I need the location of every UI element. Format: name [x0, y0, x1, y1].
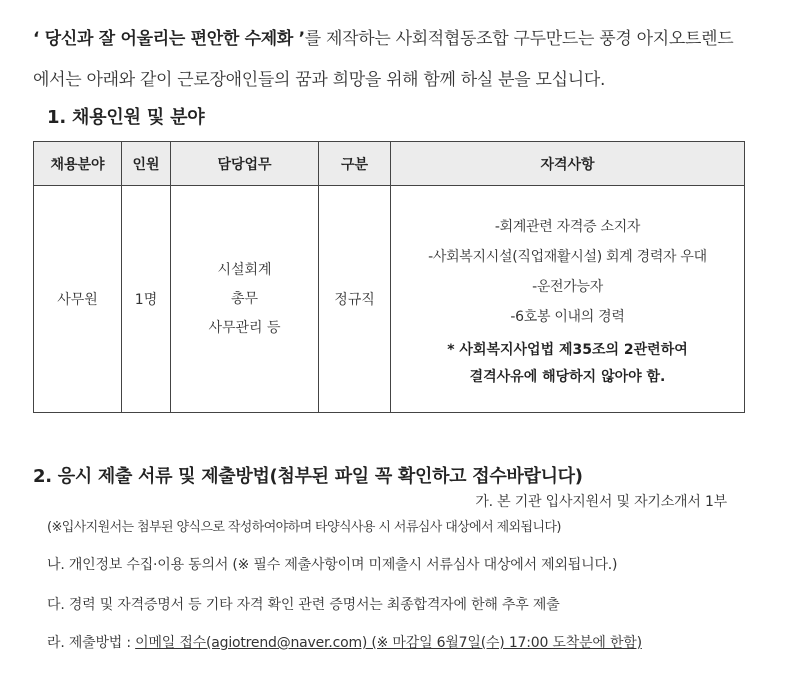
duty-item: 사무관리 등 [208, 320, 281, 336]
item-d [47, 632, 642, 652]
item-c: 다. 경력 및 자격증명서 등 기타 자격 확인 관련 증명서는 최종합격자에 한해 추후 제출 [47, 597, 560, 613]
table-row [34, 186, 745, 413]
header-count: 인원 [122, 142, 171, 186]
intro-line-2: 에서는 아래와 같이 근로장애인들의 꿈과 희망을 위해 함께 하실 분을 모십니다. [33, 70, 606, 90]
qualification-item: -사회복지시설(직업재활시설) 회계 경력자 우대 [428, 249, 707, 265]
qualification-note-line: * 사회복지사업법 제35조의 2관련하여 [447, 342, 688, 358]
qualification-item: -6호봉 이내의 경력 [510, 309, 625, 325]
header-type: 구분 [319, 142, 391, 186]
table-header-row [34, 142, 745, 186]
qualification-item: -운전가능자 [532, 279, 603, 295]
header-qualifications: 자격사항 [391, 142, 745, 186]
intro-line-1 [33, 24, 733, 49]
cell-count: 1명 [122, 186, 171, 413]
cell-duties [171, 186, 319, 413]
cell-qualifications [391, 186, 745, 413]
intro-line-1-rest: 를 제작하는 사회적협동조합 구두만드는 풍경 아지오트렌드 [304, 29, 734, 49]
recruitment-table [33, 141, 745, 413]
section1-title: 1. 채용인원 및 분야 [47, 107, 205, 128]
item-b: 나. 개인정보 수집·이용 동의서 (※ 필수 제출사항이며 미제출시 서류심사 대상에서 제외됩니다.) [47, 557, 618, 573]
header-field: 채용분야 [34, 142, 122, 186]
section2-title: 2. 응시 제출 서류 및 제출방법(첨부된 파일 꼭 확인하고 접수바랍니다) [33, 466, 583, 487]
item-a-note: (※입사지원서는 첨부된 양식으로 작성하여야하며 타양식사용 시 서류심사 대상에서 제외됩니다) [47, 520, 561, 535]
submission-method-link[interactable]: 이메일 접수(agiotrend@naver.com) (※ 마감일 6월7일(수) 17:00 도착분에 한함) [135, 635, 642, 651]
qualification-item: -회계관련 자격증 소지자 [494, 219, 641, 235]
intro-quote: ‘ 당신과 잘 어울리는 편안한 수제화 ’ [33, 29, 305, 49]
duty-item: 시설회계 [217, 262, 272, 278]
cell-type: 정규직 [319, 186, 391, 413]
cell-field: 사무원 [34, 186, 122, 413]
item-d-label: 라. 제출방법 : [47, 635, 136, 651]
duty-item: 총무 [230, 291, 259, 307]
item-a: 가. 본 기관 입사지원서 및 자기소개서 1부 [475, 494, 727, 510]
qualification-note-line: 결격사유에 해당하지 않아야 함. [469, 369, 666, 385]
header-duties: 담당업무 [171, 142, 319, 186]
